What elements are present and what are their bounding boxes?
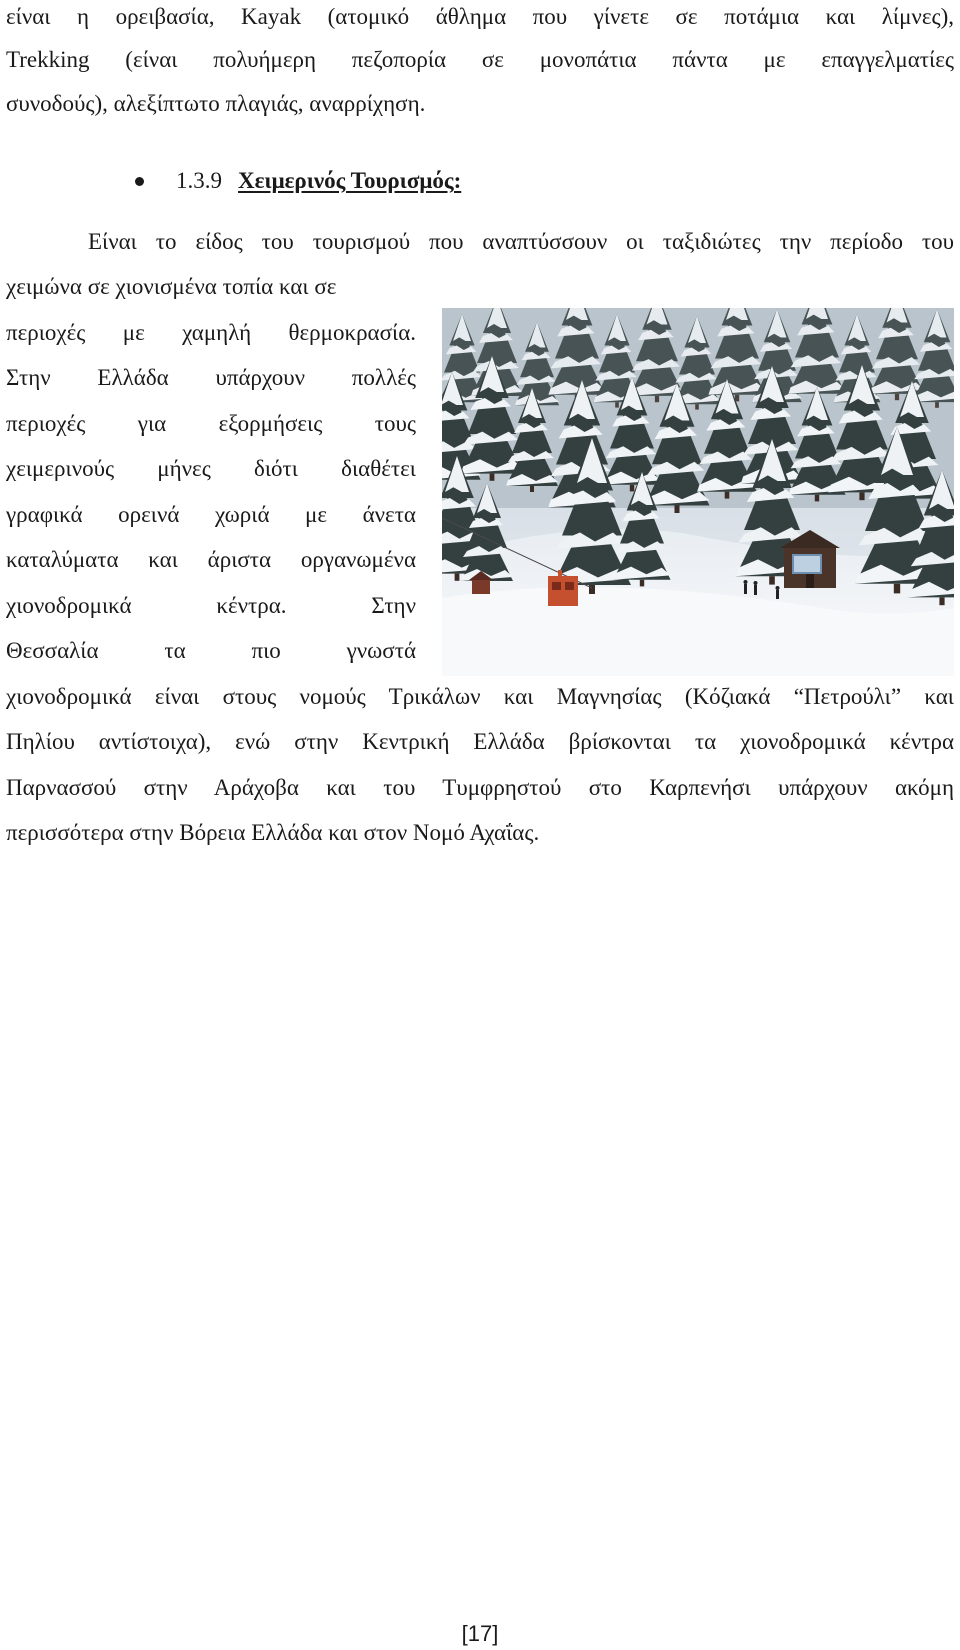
snowy-forest-photo xyxy=(442,308,954,676)
bullet-icon xyxy=(135,177,144,186)
body-line-8: καταλύματα και άριστα οργανωμένα xyxy=(6,547,416,572)
section-number: 1.3.9 xyxy=(176,168,222,193)
body-line-14: περισσότερα στην Βόρεια Ελλάδα και στον Νομό Αχαΐας. xyxy=(6,820,540,845)
body-line-11: χιονοδρομικά είναι στους νομούς Τρικάλων και Μαγνησίας (Κόζιακά “Πετρούλι” και xyxy=(6,684,954,709)
body-line-2: χειμώνα σε χιονισμένα τοπία και σε xyxy=(6,274,337,299)
snowy-forest-illustration xyxy=(442,308,954,676)
body-line-1: Είναι το είδος του τουρισμού που αναπτύσσουν οι ταξιδιώτες την περίοδο του xyxy=(88,229,954,254)
body-line-9: χιονοδρομικά κέντρα. Στην xyxy=(6,593,416,618)
body-line-5: περιοχές για εξορμήσεις τους xyxy=(6,411,416,436)
body-line-6: χειμερινούς μήνες διότι διαθέτει xyxy=(6,456,416,481)
body-line-13: Παρνασσού στην Αράχοβα και του Τυμφρηστού στο Καρπενήσι υπάρχουν ακόμη xyxy=(6,775,954,800)
body-line-7: γραφικά ορεινά χωριά με άνετα xyxy=(6,502,416,527)
body-line-12: Πηλίου αντίστοιχα), ενώ στην Κεντρική Ελλάδα βρίσκονται τα χιονοδρομικά κέντρα xyxy=(6,729,954,754)
body-line-3: περιοχές με χαμηλή θερμοκρασία. xyxy=(6,320,416,345)
body-line-4: Στην Ελλάδα υπάρχουν πολλές xyxy=(6,365,416,390)
body-line-10: Θεσσαλία τα πιο γνωστά xyxy=(6,638,416,663)
intro-line-2: Trekking (είναι πολυήμερη πεζοπορία σε μονοπάτια πάντα με επαγγελματίες xyxy=(6,47,954,72)
page-number: [17] xyxy=(461,1621,499,1646)
intro-line-1: είναι η ορειβασία, Kayak (ατομικό άθλημα που γίνετε σε ποτάμια και λίμνες), xyxy=(6,4,954,29)
intro-line-3: συνοδούς), αλεξίπτωτο πλαγιάς, αναρρίχηση. xyxy=(6,91,426,116)
section-title: Χειμερινός Τουρισμός: xyxy=(238,168,462,193)
